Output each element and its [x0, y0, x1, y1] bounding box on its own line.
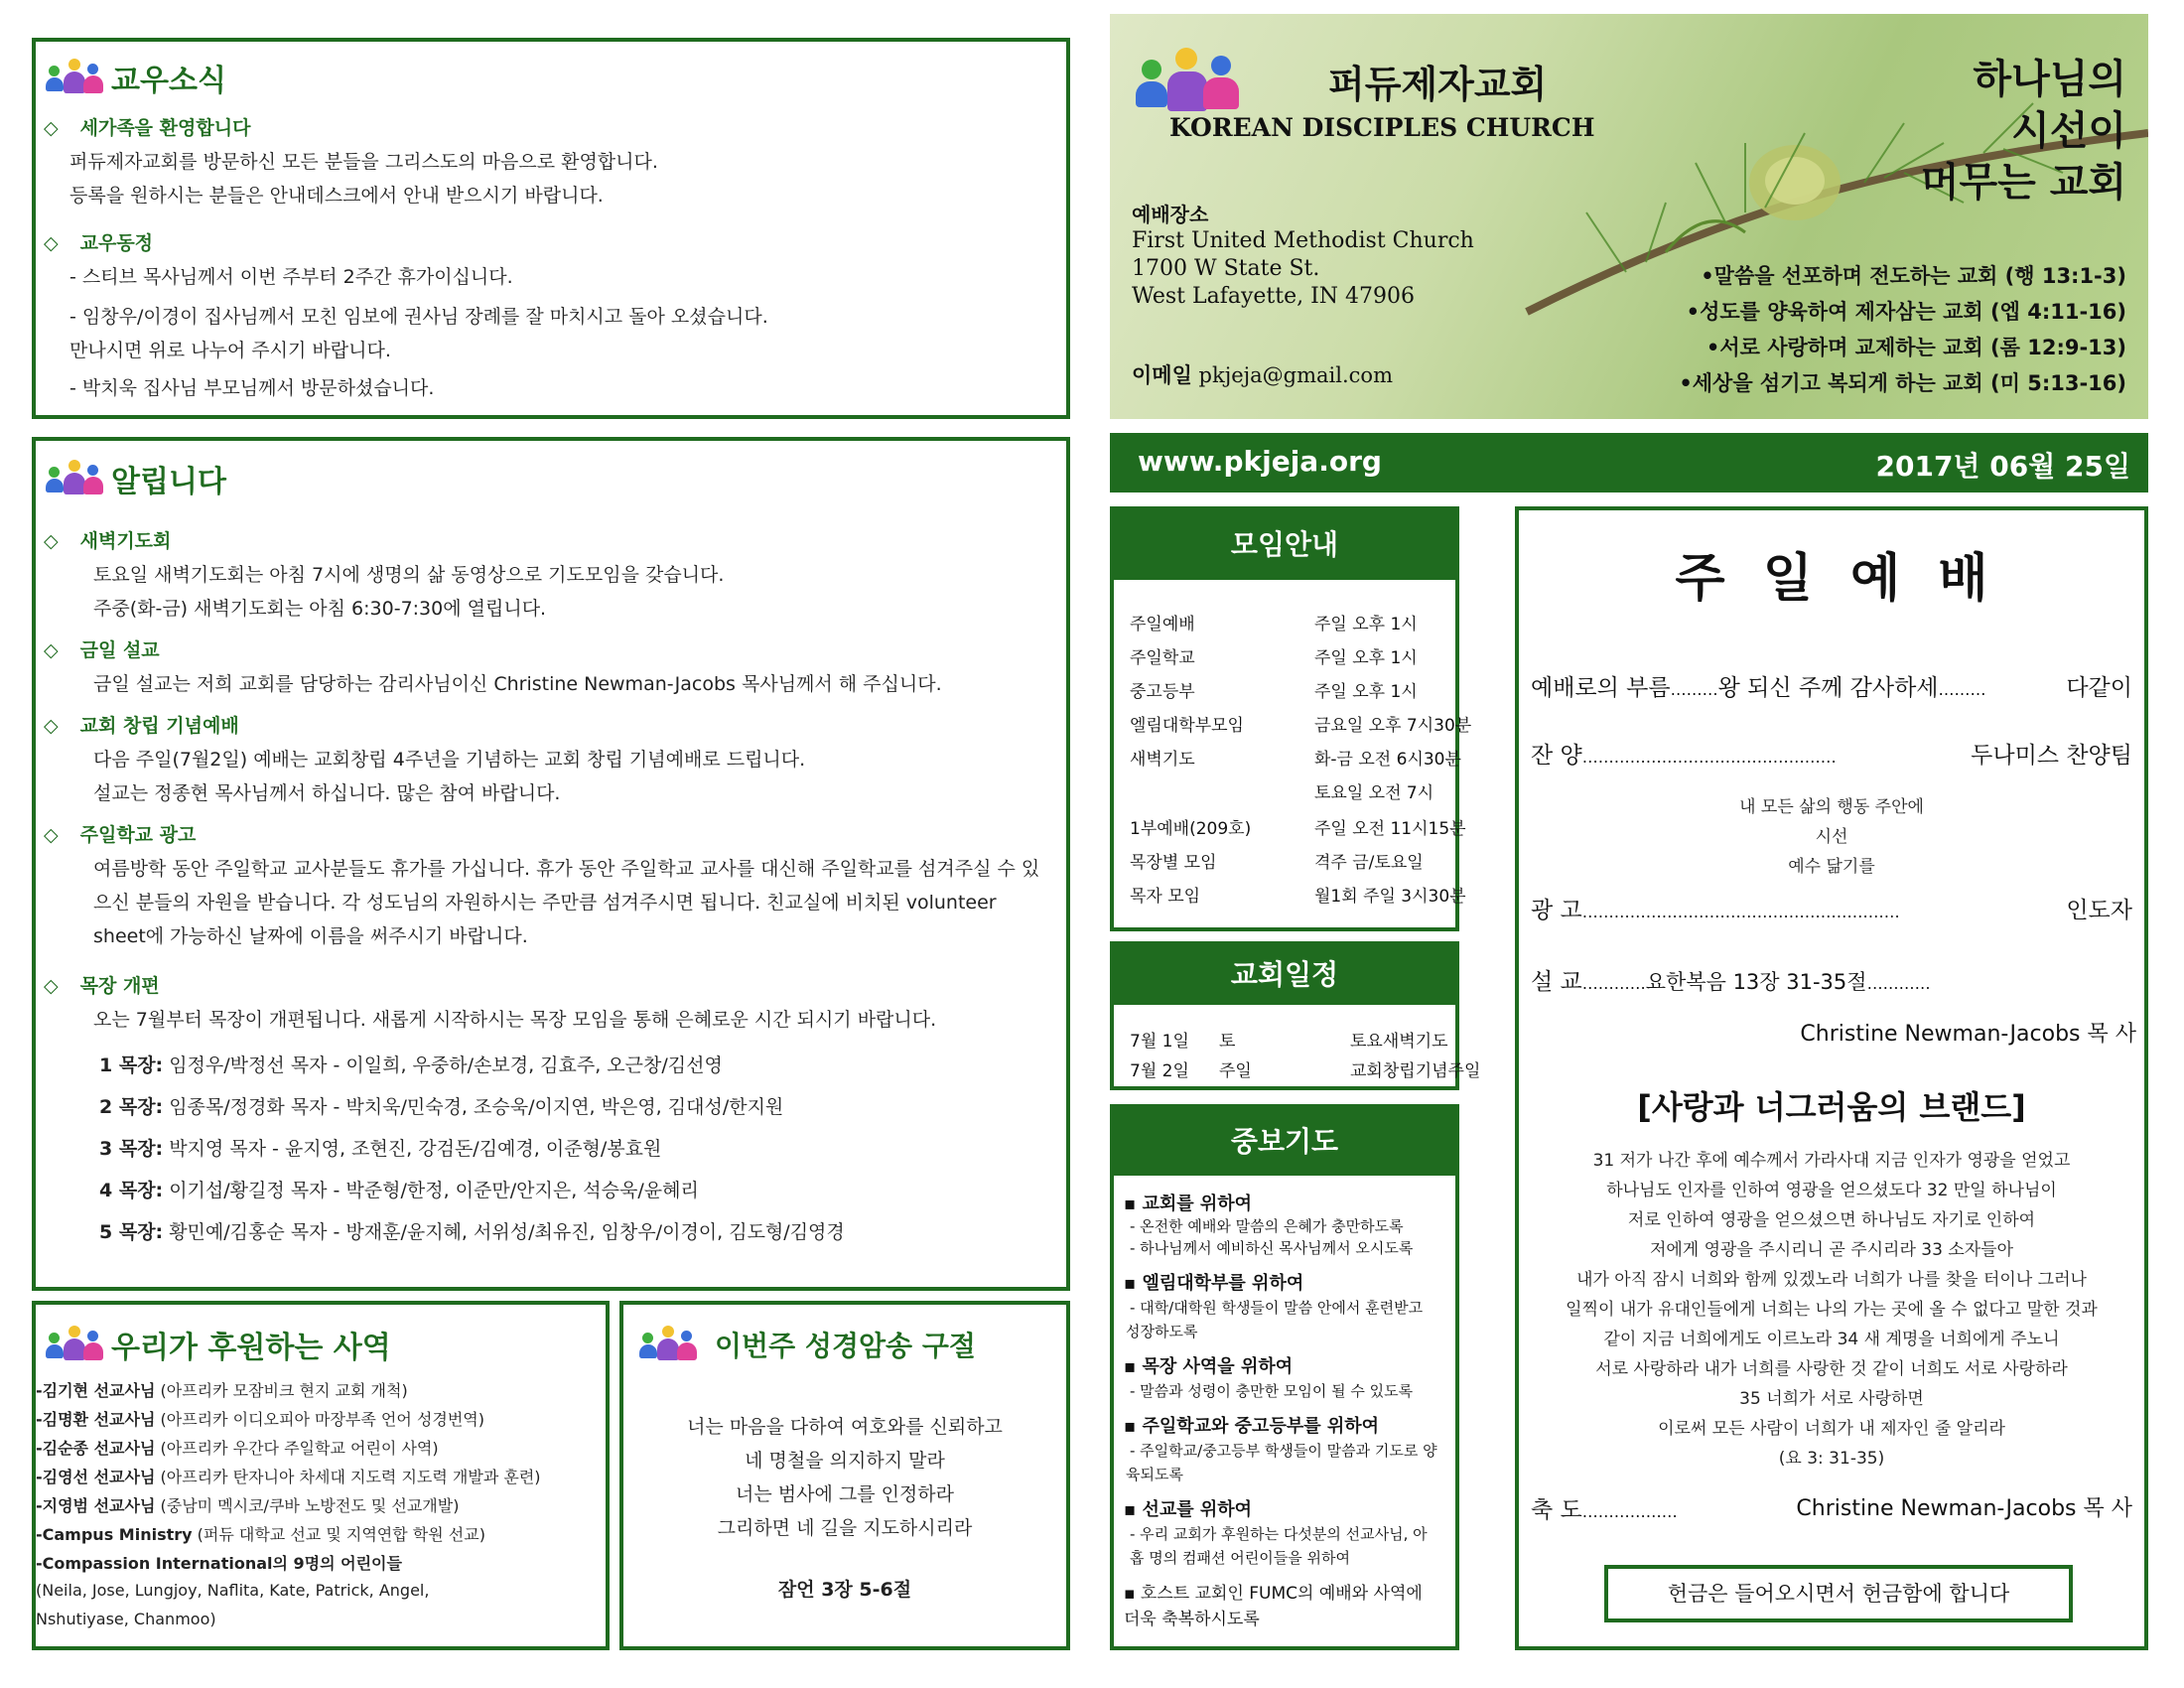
bulletin-date: 2017년 06월 25일: [1875, 450, 2130, 483]
vision-list: •말씀을 선포하며 전도하는 교회 (행 13:1-3) •성도를 양육하여 제자삼는 교회 (엡 4:11-16) •서로 사랑하며 교제하는 교회 (롬 12:9-13) •세상을 섬기고 복되게 하는 교회 (미 5:13-16): [1679, 264, 2126, 395]
verse-title: 이번주 성경암송 구절: [637, 1325, 976, 1364]
mokjang-row: 5 목장: 황민예/김홍순 목자 - 방재훈/윤지혜, 서위성/최유진, 임창우/이경이, 김도형/김영경: [99, 1221, 845, 1243]
order-praise: 잔 양………………………………………… 두나미스 찬양팀: [1531, 743, 2132, 769]
church-logo-icon: [44, 1325, 105, 1364]
notice-line: 여름방학 동안 주일학교 교사분들도 휴가를 가십니다. 휴가 동안 주일학교 교사를 대신해 주일학교를 섬겨주실 수 있: [93, 858, 1040, 880]
scripture-line: 저에게 영광을 주시리니 곧 주시리라 33 소자들아: [1649, 1240, 2014, 1260]
scripture-line: 35 너희가 서로 사랑하면: [1739, 1389, 1924, 1409]
verse-line: 너는 범사에 그를 인정하라: [735, 1483, 954, 1505]
verse-section: [619, 1301, 1070, 1650]
missions-title: 우리가 후원하는 사역: [44, 1323, 391, 1366]
status-heading: ◇ 교우동정: [44, 232, 154, 254]
meetings-section: 모임안내 주일예배 주일 오후 1시 주일학교 주일 오후 1시 중고등부 주일 오후 1시 엘림대학부모임 금요일 오후 7시30분 새벽기도 화-금 오전 6시30분 토요일 오전 7시 1부예배(209호) 주일 오전 11시15분 목장별 모임 격주 금/토요일 목자 모임 월1회 주일 3시30분: [1110, 506, 1459, 931]
prayer-line: 성장하도록: [1126, 1323, 1198, 1340]
prayer-heading: ▪ 목장 사역을 위하여: [1124, 1356, 1294, 1377]
welcome-line: 등록을 원하시는 분들은 안내데스크에서 안내 받으시기 바랍니다.: [69, 185, 604, 207]
order-call-to-worship: 예배로의 부름………왕 되신 주께 감사하세……… 다같이: [1531, 675, 2132, 701]
header-banner: [1110, 14, 2148, 419]
schedule-section: [1110, 941, 1481, 1090]
prayer-line: - 하나님께서 예비하신 목사님께서 오시도록: [1130, 1239, 1414, 1257]
scripture-line: 하나님도 인자를 인하여 영광을 얻으셨도다 32 만일 하나님이: [1606, 1181, 2057, 1200]
prayer-line: - 주일학교/중고등부 학생들이 말씀과 기도로 양: [1130, 1442, 1437, 1460]
prayer-title: 중보기도: [1114, 1108, 1455, 1176]
notice-line: 다음 주일(7월2일) 예배는 교회창립 4주년을 기념하는 교회 창립 기념예배로 드립니다.: [93, 749, 806, 771]
notice-item-heading: ◇ 교회 창립 기념예배: [44, 715, 239, 737]
verse-line: 너는 마음을 다하여 여호와를 신뢰하고: [687, 1416, 1003, 1438]
worship-place-line: 1700 W State St.: [1132, 256, 1320, 281]
prayer-line: - 온전한 예배와 말씀의 은혜가 충만하도록: [1130, 1217, 1404, 1235]
scripture-line: 같이 지금 너희에게도 이르노라 34 새 계명을 너희에게 주노니: [1603, 1330, 2060, 1349]
mokjang-row: 4 목장: 이기섭/황길정 목자 - 박준형/한정, 이준만/안지은, 석승욱/윤혜리: [99, 1180, 699, 1201]
church-logo-icon: [1132, 46, 1241, 117]
status-line: - 스티브 목사님께서 이번 주부터 2주간 휴가이십니다.: [69, 266, 513, 288]
meeting-row: 엘림대학부모임 금요일 오후 7시30분: [1130, 716, 1472, 736]
email-line: 이메일 pkjeja@gmail.com: [1132, 363, 1393, 387]
notice-item-heading: ◇ 새벽기도회: [44, 530, 172, 552]
status-line: - 임창우/이경이 집사님께서 모친 임보에 권사님 장례를 잘 마치시고 돌아 오셨습니다.: [69, 306, 768, 328]
verse-reference: 잠언 3장 5-6절: [777, 1579, 912, 1601]
mission-item: -Campus Ministry (퍼듀 대학교 선교 및 지역연합 학원 선교): [36, 1525, 485, 1544]
scripture-line: 서로 사랑하라 내가 너희를 사랑한 것 같이 너희도 서로 사랑하라: [1595, 1359, 2068, 1379]
prayer-line: 육되도록: [1126, 1466, 1183, 1483]
song-line: 예수 닮기를: [1788, 857, 1875, 877]
notice-title: 알립니다: [44, 457, 226, 500]
slogan: 하나님의 시선이 머무는 교회: [1920, 57, 2126, 206]
prayer-heading: ▪ 교회를 위하여: [1124, 1194, 1253, 1214]
prayer-line: 홉 명의 컴패션 어린이들을 위하여: [1130, 1549, 1350, 1567]
prayer-line: - 우리 교회가 후원하는 다섯분의 선교사님, 아: [1130, 1525, 1428, 1543]
prayer-line: ▪ 호스트 교회인 FUMC의 예배와 사역에: [1124, 1584, 1423, 1604]
mokjang-row: 2 목장: 임종목/정경화 목자 - 박치욱/민숙경, 조승욱/이지연, 박은영, 김대성/한지원: [99, 1096, 784, 1118]
meeting-row: 새벽기도 화-금 오전 6시30분: [1130, 750, 1461, 770]
notice-section: [32, 437, 1070, 1291]
scripture-line: (요 3: 31-35): [1778, 1449, 1885, 1469]
scripture-line: 내가 아직 잠시 너희와 함께 있겠노라 너희가 나를 찾을 터이나 그러나: [1576, 1270, 2087, 1290]
mokjang-row: 1 목장: 임정우/박정선 목자 - 이일희, 우중하/손보경, 김효주, 오근창/김선영: [99, 1055, 723, 1076]
news-section: [32, 38, 1070, 419]
order-sermon: 설 교…………요한복음 13장 31-35절…………: [1531, 969, 1931, 995]
url-date-bar: [1110, 433, 2148, 492]
worship-place-line: First United Methodist Church: [1132, 228, 1474, 253]
meeting-row: 목장별 모임 격주 금/토요일: [1130, 853, 1424, 873]
church-name-korean: 퍼듀제자교회: [1328, 63, 1548, 106]
mission-item: -Compassion International의 9명의 어린이들: [36, 1554, 402, 1573]
welcome-heading: ◇ 세가족을 환영합니다: [44, 117, 251, 139]
scripture-line: 저로 인하여 영광을 얻으셨으면 하나님도 자기로 인하여: [1627, 1210, 2036, 1230]
song-line: 내 모든 삶의 행동 주안에: [1739, 797, 1924, 817]
notice-line: 토요일 새벽기도회는 아침 7시에 생명의 삶 동영상으로 기도모임을 갖습니다.: [93, 564, 725, 586]
offering-box: 헌금은 들어오시면서 헌금함에 합니다: [1604, 1565, 2073, 1622]
worship-place-line: West Lafayette, IN 47906: [1132, 284, 1416, 309]
mission-item: -김명환 선교사님 (아프리카 이디오피아 마장부족 언어 성경번역): [36, 1410, 484, 1429]
preacher: Christine Newman-Jacobs 목 사: [1800, 1022, 2136, 1047]
notice-item-heading: ◇ 목장 개편: [44, 975, 160, 997]
meeting-row: 주일예배 주일 오후 1시: [1130, 615, 1418, 634]
notice-line: 주중(화-금) 새벽기도회는 아침 6:30-7:30에 열립니다.: [93, 598, 547, 620]
mission-item: -김영선 선교사님 (아프리카 탄자니아 차세대 지도력 지도력 개발과 훈련): [36, 1468, 541, 1486]
status-line: 만나시면 위로 나누어 주시기 바랍니다.: [69, 340, 391, 361]
sermon-title: [사랑과 너그러움의 브랜드]: [1637, 1088, 2026, 1126]
notice-line: sheet에 가능하신 날짜에 이름을 써주시기 바랍니다.: [93, 925, 528, 947]
prayer-heading: ▪ 선교를 위하여: [1124, 1499, 1253, 1520]
mission-item: -김순종 선교사님 (아프리카 우간다 주일학교 어린이 사역): [36, 1439, 439, 1458]
meeting-row: 1부예배(209호) 주일 오전 11시15분: [1130, 819, 1466, 839]
notice-item-heading: ◇ 금일 설교: [44, 639, 160, 661]
worship-section: [1515, 506, 2148, 1650]
prayer-line: - 말씀과 성령이 충만한 모임이 될 수 있도록: [1130, 1382, 1414, 1400]
order-benediction: 축 도……………… Christine Newman-Jacobs 목 사: [1531, 1496, 2132, 1523]
verse-line: 그리하면 네 길을 지도하시리라: [717, 1517, 973, 1539]
worship-title: 주 일 예 배: [1675, 549, 1988, 609]
prayer-line: 더욱 축복하시도록: [1124, 1610, 1260, 1629]
meeting-row: 목자 모임 월1회 주일 3시30분: [1130, 887, 1466, 907]
worship-place-label: 예배장소: [1132, 203, 1209, 226]
order-announcements: 광 고…………………………………………………… 인도자: [1531, 898, 2132, 923]
email-address[interactable]: pkjeja@gmail.com: [1198, 363, 1393, 387]
schedule-row: 7월 1일 토 토요새벽기도: [1130, 1032, 1448, 1052]
mokjang-row: 3 목장: 박지영 목자 - 윤지영, 조현진, 강검돈/김예경, 이준형/봉효원: [99, 1138, 662, 1160]
website-link[interactable]: www.pkjeja.org: [1138, 445, 1382, 478]
mission-item: -지영범 선교사님 (중남미 멕시코/쿠바 노방전도 및 선교개발): [36, 1496, 460, 1515]
church-logo-icon: [637, 1325, 699, 1364]
prayer-line: - 대학/대학원 학생들이 말씀 안에서 훈련받고: [1130, 1299, 1424, 1317]
status-line: - 박치욱 집사님 부모님께서 방문하셨습니다.: [69, 377, 435, 399]
scripture-line: 31 저가 나간 후에 예수께서 가라사대 지금 인자가 영광을 얻었고: [1592, 1151, 2071, 1171]
notice-line: 설교는 정종현 목사님께서 하십니다. 많은 참여 바랍니다.: [93, 782, 561, 804]
missions-section: [32, 1301, 610, 1650]
meeting-row: 주일학교 주일 오후 1시: [1130, 648, 1418, 668]
song-line: 시선: [1815, 827, 1848, 847]
scripture-line: 이로써 모든 사람이 너희가 내 제자인 줄 알리라: [1658, 1419, 2005, 1439]
notice-item-heading: ◇ 주일학교 광고: [44, 824, 197, 846]
mission-children: Nshutiyase, Chanmoo): [36, 1610, 216, 1628]
schedule-row: 7월 2일 주일 교회창립기념주일: [1130, 1061, 1481, 1081]
church-logo-icon: [44, 58, 105, 97]
welcome-line: 퍼듀제자교회를 방문하신 모든 분들을 그리스도의 마음으로 환영합니다.: [69, 151, 658, 173]
prayer-heading: ▪ 주일학교와 중고등부를 위하여: [1124, 1416, 1380, 1437]
church-name-english: KOREAN DISCIPLES CHURCH: [1169, 113, 1595, 142]
mission-item: -김기현 선교사님 (아프리카 모잠비크 현지 교회 개척): [36, 1381, 408, 1400]
meetings-title: 모임안내: [1114, 510, 1455, 580]
church-logo-icon: [44, 459, 105, 498]
notice-line: 오는 7월부터 목장이 개편됩니다. 새롭게 시작하시는 목장 모임을 통해 은혜로운 시간 되시기 바랍니다.: [93, 1009, 937, 1031]
prayer-section: [1110, 1104, 1459, 1650]
notice-line: 으신 분들의 자원을 받습니다. 각 성도님의 자원하시는 주만큼 섬겨주시면 됩니다. 친교실에 비치된 volunteer: [93, 892, 997, 914]
scripture-line: 일찍이 내가 유대인들에게 너희는 나의 가는 곳에 올 수 없다고 말한 것과: [1566, 1300, 2098, 1320]
verse-line: 네 명철을 의지하지 말라: [745, 1450, 945, 1472]
notice-line: 금일 설교는 저희 교회를 담당하는 감리사님이신 Christine Newman-Jacobs 목사님께서 해 주십니다.: [93, 673, 942, 695]
prayer-heading: ▪ 엘림대학부를 위하여: [1124, 1273, 1304, 1294]
news-title: 교우소식: [44, 56, 226, 99]
meeting-row: 중고등부 주일 오후 1시: [1130, 682, 1418, 702]
schedule-title: 교회일정: [1114, 945, 1455, 1005]
mission-children: (Neila, Jose, Lungjoy, Naflita, Kate, Patrick, Angel,: [36, 1581, 430, 1600]
